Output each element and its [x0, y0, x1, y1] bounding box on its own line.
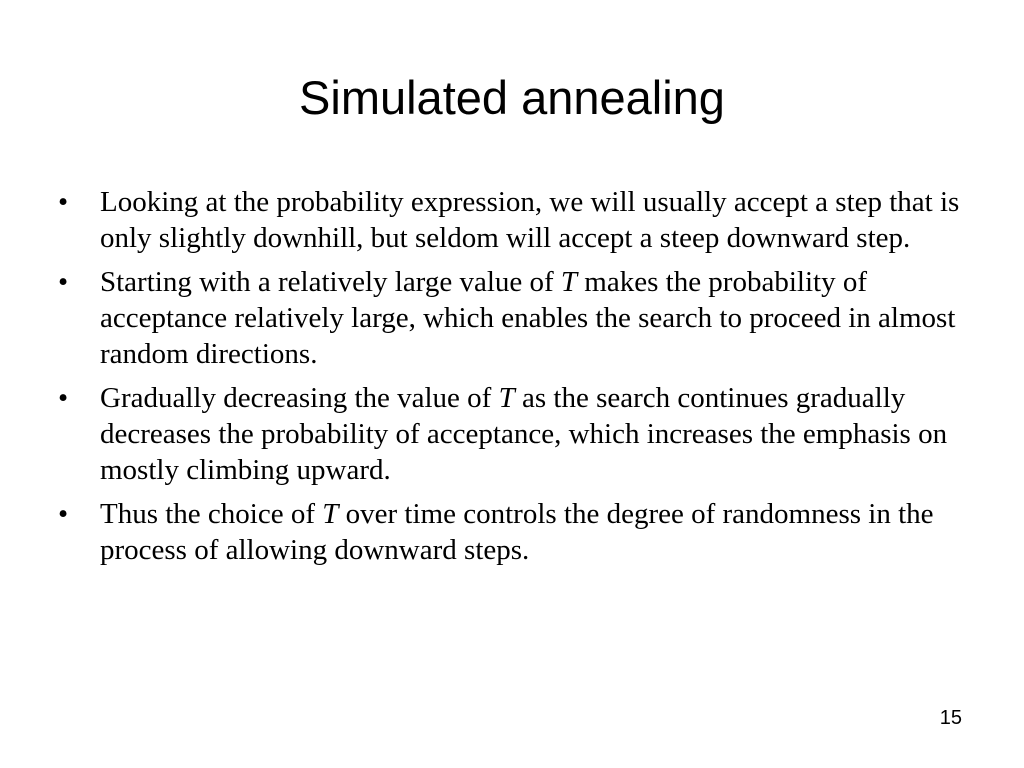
bullet-item-1: [58, 184, 968, 256]
bullet-text-end: makes the probability of acceptance relatively large, which enables the search to proceed in almost random directions.: [100, 266, 956, 370]
bullet-text-end: over time controls the degree of randomness in the process of allowing downward steps.: [100, 498, 934, 566]
bullet-text-start: Gradually decreasing the value of: [100, 382, 499, 414]
bullet-icon: •: [58, 382, 69, 414]
bullet-icon: •: [58, 186, 69, 218]
bullet-list: [58, 184, 968, 576]
bullet-text-start: Starting with a relatively large value of: [100, 266, 561, 298]
bullet-item-2: [58, 264, 968, 372]
bullet-text-start: Thus the choice of: [100, 498, 323, 530]
bullet-item-3: [58, 380, 968, 488]
variable-t: T: [322, 498, 339, 530]
bullet-text: Looking at the probability expression, we will usually accept a step that is only slightly downhill, but seldom will accept a steep downward step.: [100, 186, 960, 254]
bullet-item-4: [58, 496, 968, 568]
page-number: 15: [939, 707, 962, 729]
bullet-text-end: as the search continues gradually decreases the probability of acceptance, which increases the emphasis on mostly climbing upward.: [100, 382, 948, 486]
bullet-icon: •: [58, 266, 69, 298]
bullet-icon: •: [58, 498, 69, 530]
slide-title: Simulated annealing: [299, 71, 725, 124]
variable-t: T: [498, 382, 515, 414]
variable-t: T: [560, 266, 578, 298]
